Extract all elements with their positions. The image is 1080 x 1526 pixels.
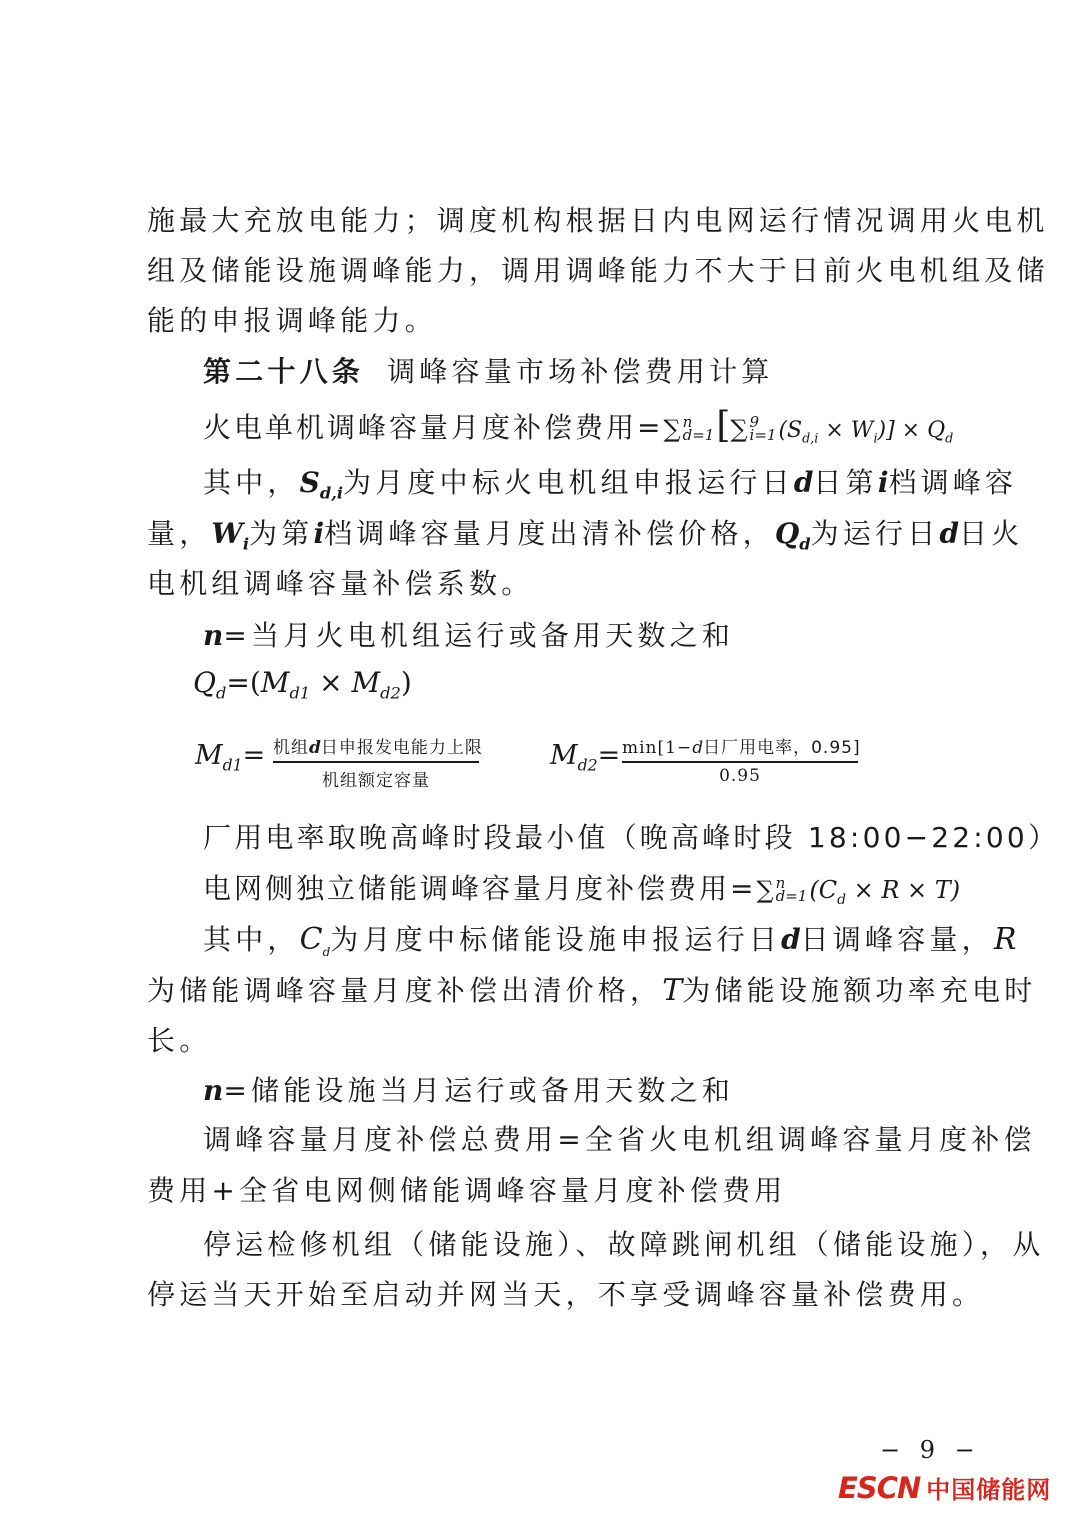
explain-line: 其中，$C_d$为月度中标储能设施申报运行日d日调峰容量，R [203,922,1017,959]
formula-label: 火电单机调峰容量月度补偿费用= [203,411,664,444]
outage-line: 停运当天开始至启动并网当天，不享受调峰容量补偿费用。 [147,1278,985,1311]
fraction-denominator: 0.95 [719,765,761,786]
explain-line: 其中，$S_{d,i}$为月度中标火电机组申报运行日d日第i档调峰容 [203,466,1018,503]
formula-term: $(C_d \times R \times T)$ [809,876,961,908]
sum-symbol: ∑ [730,415,748,443]
escn-logo [838,1470,1051,1505]
explain-line: 电机组调峰容量补偿系数。 [147,567,534,600]
sum-limits: 9 i=1 [749,412,777,444]
article-number: 第二十八条 [203,355,365,388]
paragraph-line: 能的申报调峰能力。 [147,304,437,337]
symbol-q: $Q_d$ [774,517,811,554]
sum-limits: n d=1 [682,412,715,444]
left-bracket: [ [716,405,731,446]
fraction-denominator: 机组额定容量 [322,770,430,791]
explain-line: 长。 [147,1024,212,1057]
fraction-numerator: min[1−d日厂用电率，0.95] [622,738,861,758]
symbol-s: $S_{d,i}$ [299,466,344,503]
n-definition: n=当月火电机组运行或备用天数之和 [203,619,735,652]
paragraph-line: 施最大充放电能力；调度机构根据日内电网运行情况调用火电机 [147,204,1049,237]
sum-symbol: ∑ [756,876,774,904]
md1-label: $M_{d1}=$ [195,740,266,775]
page-number: − 9 − [880,1436,981,1464]
outage-line: 停运检修机组（储能设施）、故障跳闸机组（储能设施），从 [203,1228,1045,1261]
symbol-c: $C_d$ [299,922,331,959]
formula-tail: )] × $Q_d$ [877,418,954,447]
paragraph-line: 组及储能设施调峰能力，调用调峰能力不大于日前火电机组及储 [147,254,1049,287]
fraction-bar [273,761,479,763]
fraction-numerator: 机组d日申报发电能力上限 [273,738,483,758]
qd-formula: $Q_d=(M_{d1} \times M_{d2})$ [193,666,412,703]
article-heading [203,354,774,390]
plant-rate-note: 厂用电率取晚高峰时段最小值（晚高峰时段 18:00−22:00） [203,821,1060,854]
symbol-w: $W_i$ [211,517,250,554]
sum-limits: n d=1 [775,873,808,905]
logo-en: ESCN [838,1471,921,1505]
md1-fraction [273,733,483,791]
formula-term: ($S_{d,i} \times W_i$ [778,418,878,447]
fraction-bar [622,761,858,763]
sum-symbol: ∑ [663,415,681,443]
storage-fee-formula: 电网侧独立储能调峰容量月度补偿费用=∑ n d=1 $(C_d \times R \times T)$ [203,872,961,908]
logo-zh: 中国储能网 [926,1476,1052,1504]
md2-fraction [622,733,861,786]
md2-label: $M_{d2}=$ [550,740,621,775]
n-definition: n=储能设施当月运行或备用天数之和 [203,1074,735,1107]
thermal-fee-formula [203,405,954,457]
explain-line: 量，$W_i$为第i档调峰容量月度出清补偿价格，$Q_d$为运行日d日火 [147,517,1024,554]
total-fee-line: 费用+全省电网侧储能调峰容量月度补偿费用 [147,1174,787,1207]
article-title: 调峰容量市场补偿费用计算 [387,355,774,388]
explain-line: 为储能调峰容量月度补偿出清价格，T为储能设施额功率充电时 [147,973,1037,1008]
total-fee-line: 调峰容量月度补偿总费用=全省火电机组调峰容量月度补偿 [203,1123,1036,1156]
